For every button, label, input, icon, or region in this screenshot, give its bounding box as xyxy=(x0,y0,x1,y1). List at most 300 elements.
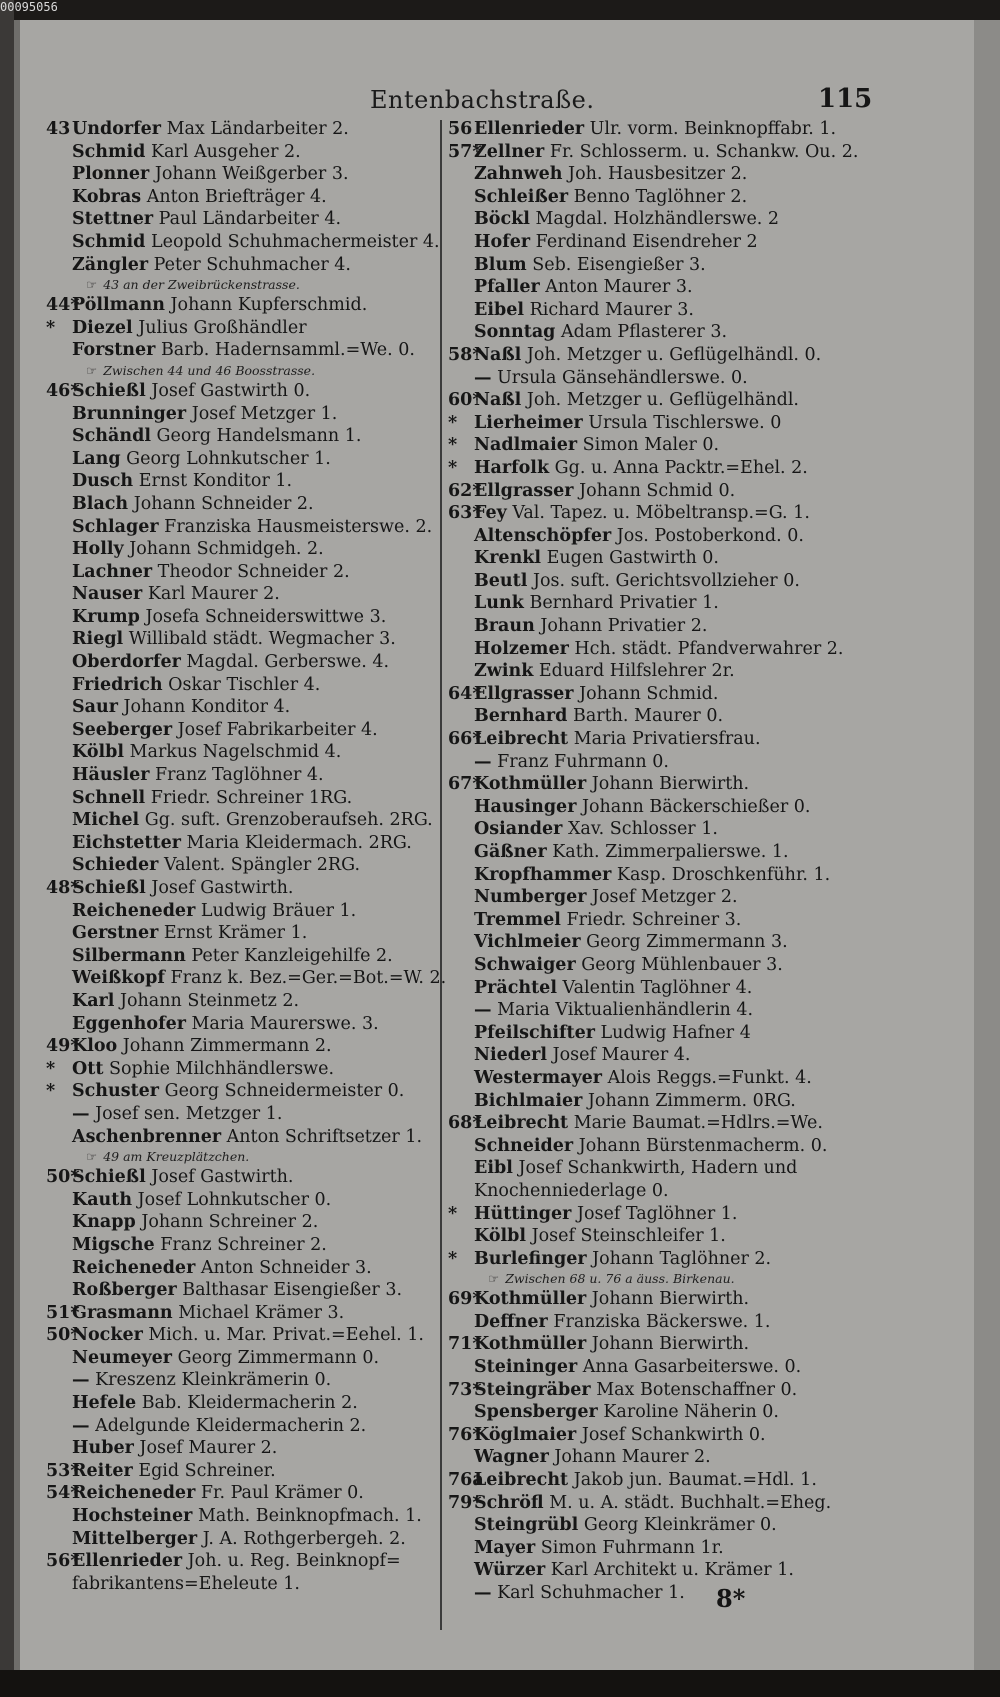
resident-details: Johann Schmid 0. xyxy=(573,480,736,501)
resident-surname: Schießl xyxy=(72,878,146,898)
resident-details: Paul Ländarbeiter 4. xyxy=(153,209,342,230)
resident-details: Kasp. Droschkenführ. 1. xyxy=(611,864,831,885)
resident-details: Peter Schuhmacher 4. xyxy=(148,254,351,275)
house-number: * xyxy=(448,457,458,478)
directory-entry xyxy=(448,841,860,864)
resident-surname: Numberger xyxy=(474,887,587,908)
directory-entry xyxy=(448,1356,860,1379)
resident-surname: Stettner xyxy=(72,209,154,230)
resident-surname: Eichstetter xyxy=(72,832,181,853)
resident-surname: Schnell xyxy=(72,787,146,808)
resident-surname: Knapp xyxy=(72,1212,136,1233)
house-number: * xyxy=(448,1248,458,1269)
directory-entry xyxy=(46,674,456,697)
directory-entry xyxy=(448,1537,860,1560)
directory-entry xyxy=(46,741,456,764)
resident-surname: Steininger xyxy=(474,1357,578,1378)
resident-details: Seb. Eisengießer 3. xyxy=(526,254,706,275)
directory-entry xyxy=(448,1135,860,1158)
resident-details: Joh. Metzger u. Geflügelhändl. 0. xyxy=(521,344,822,365)
resident-details: Ursula Tischlerswe. 0 xyxy=(582,412,782,433)
right-column xyxy=(448,118,860,1605)
house-number: 46* xyxy=(46,380,80,401)
resident-details: Josef Maurer 4. xyxy=(547,1045,691,1066)
resident-details: Franziska Hausmeisterswe. 2. xyxy=(158,516,433,537)
resident-surname: Westermayer xyxy=(474,1067,603,1088)
resident-surname: Steingräber xyxy=(474,1379,591,1400)
directory-entry xyxy=(448,728,860,751)
resident-details: Barth. Maurer 0. xyxy=(567,706,724,727)
directory-entry xyxy=(448,254,860,277)
resident-surname: Böckl xyxy=(474,209,530,230)
resident-surname: Nauser xyxy=(72,584,143,605)
directory-entry xyxy=(448,118,860,141)
resident-details: Maria Privatiersfrau. xyxy=(568,729,761,750)
resident-surname: Sonntag xyxy=(474,322,556,343)
directory-entry xyxy=(448,1248,860,1271)
directory-entry xyxy=(46,764,456,787)
resident-surname: Schröfl xyxy=(474,1492,544,1513)
directory-entry xyxy=(46,1528,456,1551)
directory-entry xyxy=(46,922,456,945)
directory-entry xyxy=(46,403,456,426)
resident-surname: Gerstner xyxy=(72,923,159,944)
resident-details: Georg Zimmermann 0. xyxy=(172,1347,380,1368)
resident-surname: Schießl xyxy=(72,380,146,401)
resident-details: Karl Maurer 2. xyxy=(142,584,280,605)
house-number: 56* xyxy=(46,1551,80,1572)
directory-entry xyxy=(46,1189,456,1212)
resident-details: Georg Handelsmann 1. xyxy=(150,426,362,447)
resident-surname: Riegl xyxy=(72,629,124,650)
pointing-hand-icon: ☞ xyxy=(86,277,98,293)
directory-entry xyxy=(448,1582,860,1605)
resident-surname: Schuster xyxy=(72,1081,160,1102)
directory-entry xyxy=(448,999,860,1022)
resident-details: Eduard Hilfslehrer 2r. xyxy=(533,661,735,682)
directory-entry xyxy=(46,809,456,832)
directory-entry xyxy=(448,977,860,1000)
directory-entry xyxy=(448,1225,860,1248)
resident-details: Friedr. Schreiner 3. xyxy=(560,909,742,930)
resident-details: Barb. Hadernsamml.=We. 0. xyxy=(155,340,415,361)
resident-details: Johann Zimmermann 2. xyxy=(117,1036,332,1057)
resident-details: Josef Fabrikarbeiter 4. xyxy=(172,719,378,740)
resident-details: Johann Schneider 2. xyxy=(128,493,314,514)
resident-surname: Nadlmaier xyxy=(474,435,578,456)
resident-details: Johann Taglöhner 2. xyxy=(586,1248,772,1269)
resident-surname: Lierheimer xyxy=(474,412,583,433)
resident-surname: Grasmann xyxy=(72,1302,173,1323)
resident-details: Marie Baumat.=Hdlrs.=We. xyxy=(568,1113,823,1134)
directory-entry xyxy=(448,1180,860,1203)
directory-entry xyxy=(46,787,456,810)
resident-surname: Kauth xyxy=(72,1189,133,1210)
resident-surname: Kobras xyxy=(72,186,142,207)
resident-surname: Undorfer xyxy=(72,119,161,139)
directory-entry xyxy=(448,796,860,819)
resident-details: Bernhard Privatier 1. xyxy=(523,593,719,614)
resident-surname: Mittelberger xyxy=(72,1528,198,1549)
cross-reference-note xyxy=(46,1148,456,1166)
resident-surname: Beutl xyxy=(474,570,528,591)
resident-surname: Schmid xyxy=(72,141,146,162)
house-number: * xyxy=(46,1081,56,1102)
resident-surname: Dusch xyxy=(72,471,134,492)
directory-entry xyxy=(448,886,860,909)
directory-entry xyxy=(448,751,860,774)
resident-details: Benno Taglöhner 2. xyxy=(568,186,748,207)
resident-details: Oskar Tischler 4. xyxy=(162,674,321,695)
directory-entry xyxy=(46,186,456,209)
resident-details: Johann Schmidgeh. 2. xyxy=(123,539,324,560)
directory-entry xyxy=(448,1112,860,1135)
resident-details: Eugen Gastwirth 0. xyxy=(541,548,719,569)
directory-entry xyxy=(46,1324,456,1347)
directory-entry xyxy=(448,276,860,299)
resident-surname: Krump xyxy=(72,606,140,627)
resident-surname: Ellenrieder xyxy=(72,1551,183,1572)
resident-surname: Kölbl xyxy=(72,742,125,763)
resident-surname: Schwaiger xyxy=(474,954,576,975)
page-number: 115 xyxy=(818,84,873,114)
directory-entry xyxy=(448,615,860,638)
directory-entry xyxy=(46,1257,456,1280)
directory-entry xyxy=(448,1203,860,1226)
directory-entry xyxy=(448,1311,860,1334)
directory-entry xyxy=(46,425,456,448)
resident-surname: Pfeilschifter xyxy=(474,1022,595,1043)
directory-entry xyxy=(46,1369,456,1392)
directory-entry xyxy=(46,163,456,186)
resident-surname: — xyxy=(474,1583,492,1603)
resident-surname: Prächtel xyxy=(474,977,557,998)
directory-entry xyxy=(46,1013,456,1036)
note-text: 49 am Kreuzplätzchen. xyxy=(103,1149,250,1165)
resident-surname: Holly xyxy=(72,539,124,560)
directory-entry xyxy=(448,434,860,457)
directory-entry xyxy=(448,909,860,932)
house-number: 50* xyxy=(46,1167,80,1188)
resident-surname: Ellenrieder xyxy=(474,119,585,139)
directory-entry xyxy=(46,1279,456,1302)
resident-details: Fr. Schlosserm. u. Schankw. Ou. 2. xyxy=(544,141,859,162)
resident-details: Franz Fuhrmann 0. xyxy=(491,751,669,772)
resident-surname: Reicheneder xyxy=(72,1483,196,1504)
resident-surname: Eibel xyxy=(474,299,525,320)
resident-surname: — xyxy=(72,1370,90,1391)
directory-entry xyxy=(448,367,860,390)
resident-details: Kreszenz Kleinkrämerin 0. xyxy=(89,1370,332,1391)
resident-surname: Neumeyer xyxy=(72,1347,173,1368)
resident-surname: Silbermann xyxy=(72,945,186,966)
resident-surname: — xyxy=(474,1000,492,1021)
resident-surname: Oberdorfer xyxy=(72,652,181,673)
resident-surname: Ellgrasser xyxy=(474,683,574,704)
cross-reference-note xyxy=(46,276,456,294)
resident-surname: Schneider xyxy=(474,1135,574,1156)
directory-entry xyxy=(448,1401,860,1424)
house-number: * xyxy=(448,412,458,433)
house-number: 60* xyxy=(448,390,482,411)
directory-entry xyxy=(46,470,456,493)
directory-entry xyxy=(46,1347,456,1370)
resident-surname: Pöllmann xyxy=(72,295,165,316)
directory-entry xyxy=(46,516,456,539)
resident-surname: Tremmel xyxy=(474,909,561,930)
resident-surname: Huber xyxy=(72,1438,134,1459)
resident-details: Josef Gastwirth 0. xyxy=(145,380,311,401)
resident-surname: Kothmüller xyxy=(474,1334,587,1355)
resident-details: Valentin Taglöhner 4. xyxy=(556,977,753,998)
directory-entry xyxy=(448,638,860,661)
directory-entry xyxy=(46,990,456,1013)
directory-entry xyxy=(448,1044,860,1067)
directory-entry xyxy=(46,1166,456,1189)
resident-details: Bab. Kleidermacherin 2. xyxy=(136,1393,358,1414)
directory-entry xyxy=(46,448,456,471)
resident-details: Karoline Näherin 0. xyxy=(597,1402,779,1423)
resident-details: Karl Schuhmacher 1. xyxy=(491,1583,685,1603)
resident-details: Josef Gastwirth. xyxy=(145,878,294,898)
resident-details: Knochenniederlage 0. xyxy=(474,1180,669,1201)
resident-details: Joh. u. Reg. Beinknopf= xyxy=(182,1551,401,1572)
resident-surname: Migsche xyxy=(72,1234,155,1255)
resident-details: Maria Maurerswe. 3. xyxy=(185,1013,379,1034)
resident-details: Josef Steinschleifer 1. xyxy=(526,1226,726,1247)
directory-entry xyxy=(46,719,456,742)
resident-surname: Wagner xyxy=(474,1447,549,1468)
resident-surname: Plonner xyxy=(72,164,150,185)
directory-entry xyxy=(448,1469,860,1492)
resident-surname: Roßberger xyxy=(72,1280,177,1301)
resident-surname: Lang xyxy=(72,448,121,469)
book-edge-left xyxy=(0,0,14,1697)
resident-surname: Blach xyxy=(72,493,129,514)
house-number: 67* xyxy=(448,774,482,795)
resident-details: Magdal. Gerberswe. 4. xyxy=(180,652,390,673)
resident-details: Adelgunde Kleidermacherin 2. xyxy=(89,1415,367,1436)
resident-surname: Weißkopf xyxy=(72,968,165,989)
resident-surname: Zellner xyxy=(474,141,545,162)
book-edge-bottom xyxy=(0,1670,1000,1697)
resident-details: Joh. Hausbesitzer 2. xyxy=(562,164,748,185)
directory-entry xyxy=(448,480,860,503)
resident-details: Georg Schneidermeister 0. xyxy=(159,1081,405,1102)
directory-entry xyxy=(46,696,456,719)
resident-details: Mich. u. Mar. Privat.=Eehel. 1. xyxy=(142,1325,424,1346)
resident-details: Magdal. Holzhändlerswe. 2 xyxy=(529,209,780,230)
resident-surname: Altenschöpfer xyxy=(474,525,612,546)
directory-entry xyxy=(46,900,456,923)
resident-surname: Leibrecht xyxy=(474,1470,569,1491)
resident-surname: Holzemer xyxy=(474,638,569,659)
directory-entry xyxy=(448,1333,860,1356)
directory-entry xyxy=(46,1302,456,1325)
resident-surname: Kloo xyxy=(72,1036,118,1057)
house-number: * xyxy=(46,1058,56,1079)
resident-details: Johann Bürstenmacherm. 0. xyxy=(573,1135,828,1156)
directory-entry xyxy=(448,660,860,683)
directory-entry xyxy=(448,1022,860,1045)
directory-entry xyxy=(448,931,860,954)
resident-surname: Lunk xyxy=(474,593,524,614)
resident-details: Josef Metzger 2. xyxy=(586,887,738,908)
resident-details: Johann Bierwirth. xyxy=(586,1334,750,1355)
house-number: 53* xyxy=(46,1460,80,1481)
resident-details: Ludwig Hafner 4 xyxy=(594,1022,751,1043)
resident-details: Josef Metzger 1. xyxy=(186,403,338,424)
resident-details: Johann Steinmetz 2. xyxy=(114,990,300,1011)
resident-surname: Niederl xyxy=(474,1045,548,1066)
directory-entry xyxy=(448,1157,860,1180)
resident-details: Kath. Zimmerpalierswe. 1. xyxy=(546,842,789,862)
resident-details: Josef Maurer 2. xyxy=(133,1438,278,1459)
resident-surname: Fey xyxy=(474,503,507,524)
directory-entry xyxy=(448,141,860,164)
resident-details: Karl Ausgeher 2. xyxy=(145,141,301,162)
resident-surname: Nocker xyxy=(72,1325,143,1346)
resident-details: Ludwig Bräuer 1. xyxy=(195,900,357,921)
resident-details: Johann Kupferschmid. xyxy=(164,295,368,316)
house-number: 76* xyxy=(448,1424,482,1445)
street-header: Entenbachstraße. xyxy=(370,86,595,114)
resident-details: Jakob jun. Baumat.=Hdl. 1. xyxy=(568,1470,817,1491)
resident-surname: Schleißer xyxy=(474,186,569,207)
resident-details: Franz k. Bez.=Ger.=Bot.=W. 2. xyxy=(164,968,447,989)
directory-entry xyxy=(46,651,456,674)
resident-details: Ursula Gänsehändlerswe. 0. xyxy=(491,367,748,388)
resident-surname: Vichlmeier xyxy=(474,932,581,953)
directory-entry xyxy=(448,773,860,796)
house-number: 64* xyxy=(448,683,482,704)
resident-details: Egid Schreiner. xyxy=(132,1460,276,1481)
house-number: 71* xyxy=(448,1334,482,1355)
directory-entry xyxy=(46,583,456,606)
directory-entry xyxy=(46,1234,456,1257)
resident-surname: Köglmaier xyxy=(474,1424,577,1445)
resident-details: Anton Briefträger 4. xyxy=(141,186,327,207)
resident-details: Johann Bierwirth. xyxy=(586,774,750,795)
resident-surname: Schlager xyxy=(72,516,159,537)
resident-details: Peter Kanzleigehilfe 2. xyxy=(185,945,393,966)
resident-surname: Leibrecht xyxy=(474,1113,569,1134)
house-number: 49* xyxy=(46,1036,80,1057)
resident-surname: Pfaller xyxy=(474,277,540,298)
resident-details: Georg Zimmermann 3. xyxy=(580,932,788,953)
resident-details: fabrikantens=Eheleute 1. xyxy=(72,1573,300,1594)
resident-surname: Kothmüller xyxy=(474,774,587,795)
note-text: Zwischen 44 und 46 Boosstrasse. xyxy=(103,362,316,378)
directory-entry xyxy=(46,538,456,561)
directory-entry xyxy=(448,547,860,570)
resident-surname: Brunninger xyxy=(72,403,187,424)
resident-surname: Aschenbrenner xyxy=(72,1126,222,1147)
resident-details: Georg Mühlenbauer 3. xyxy=(575,954,783,975)
resident-details: Johann Bierwirth. xyxy=(586,1289,750,1310)
resident-surname: Steingrübl xyxy=(474,1515,579,1536)
resident-details: J. A. Rothgerbergeh. 2. xyxy=(197,1528,406,1549)
directory-entry xyxy=(448,412,860,435)
resident-details: Adam Pflasterer 3. xyxy=(555,322,728,343)
directory-entry xyxy=(46,1482,456,1505)
directory-entry xyxy=(46,208,456,231)
resident-details: Richard Maurer 3. xyxy=(524,299,694,320)
resident-details: Simon Fuhrmann 1r. xyxy=(535,1537,724,1558)
house-number: 79* xyxy=(448,1492,482,1513)
house-number: * xyxy=(448,1203,458,1224)
resident-details: Johann Schmid. xyxy=(573,683,719,704)
house-number: * xyxy=(448,435,458,456)
resident-surname: Kölbl xyxy=(474,1226,527,1247)
house-number: 58* xyxy=(448,344,482,365)
house-number: 56 xyxy=(448,119,473,139)
resident-details: Michael Krämer 3. xyxy=(172,1302,345,1323)
directory-entry xyxy=(448,1492,860,1515)
house-number: 48* xyxy=(46,878,80,898)
directory-entry xyxy=(448,231,860,254)
resident-surname: Ott xyxy=(72,1058,104,1079)
house-number: 44* xyxy=(46,295,80,316)
resident-details: Balthasar Eisengießer 3. xyxy=(176,1280,403,1301)
directory-entry xyxy=(46,294,456,317)
directory-entry xyxy=(448,705,860,728)
directory-entry xyxy=(46,877,456,900)
resident-surname: Lachner xyxy=(72,561,153,582)
resident-details: Josef Schankwirth 0. xyxy=(576,1424,766,1445)
resident-surname: Hausinger xyxy=(474,796,577,817)
resident-surname: Friedrich xyxy=(72,674,163,695)
directory-entry xyxy=(46,1392,456,1415)
directory-entry xyxy=(448,525,860,548)
directory-entry xyxy=(46,967,456,990)
directory-entry xyxy=(46,1035,456,1058)
directory-entry xyxy=(46,1058,456,1081)
resident-surname: Hüttinger xyxy=(474,1203,572,1224)
house-number: 62* xyxy=(448,480,482,501)
directory-entry xyxy=(46,1211,456,1234)
house-number: 50* xyxy=(46,1325,80,1346)
resident-details: Maria Kleidermach. 2RG. xyxy=(180,832,412,853)
resident-details: Anton Schneider 3. xyxy=(195,1257,372,1278)
house-number: 66* xyxy=(448,729,482,750)
directory-entry xyxy=(448,1090,860,1113)
directory-entry xyxy=(448,502,860,525)
pointing-hand-icon: ☞ xyxy=(488,1271,500,1287)
directory-entry xyxy=(448,1379,860,1402)
directory-entry xyxy=(448,457,860,480)
resident-details: Val. Tapez. u. Möbeltransp.=G. 1. xyxy=(506,503,810,524)
directory-entry xyxy=(448,1424,860,1447)
cross-reference-note xyxy=(448,1270,860,1288)
resident-surname: Forstner xyxy=(72,340,156,361)
book-edge-right xyxy=(974,20,1000,1670)
resident-details: Johann Weißgerber 3. xyxy=(149,164,349,185)
resident-details: Franz Taglöhner 4. xyxy=(149,765,324,786)
resident-details: Fr. Paul Krämer 0. xyxy=(195,1483,364,1504)
resident-surname: Hofer xyxy=(474,231,531,252)
resident-details: Johann Maurer 2. xyxy=(548,1447,711,1468)
resident-details: Josef Lohnkutscher 0. xyxy=(132,1189,332,1210)
resident-surname: Kothmüller xyxy=(474,1289,587,1310)
resident-surname: Hochsteiner xyxy=(72,1506,193,1527)
directory-entry xyxy=(448,1288,860,1311)
resident-surname: Harfolk xyxy=(474,457,550,478)
resident-surname: Häusler xyxy=(72,765,150,786)
resident-surname: Reicheneder xyxy=(72,900,196,921)
resident-details: Johann Privatier 2. xyxy=(534,616,708,637)
resident-surname: Bichlmaier xyxy=(474,1090,583,1111)
